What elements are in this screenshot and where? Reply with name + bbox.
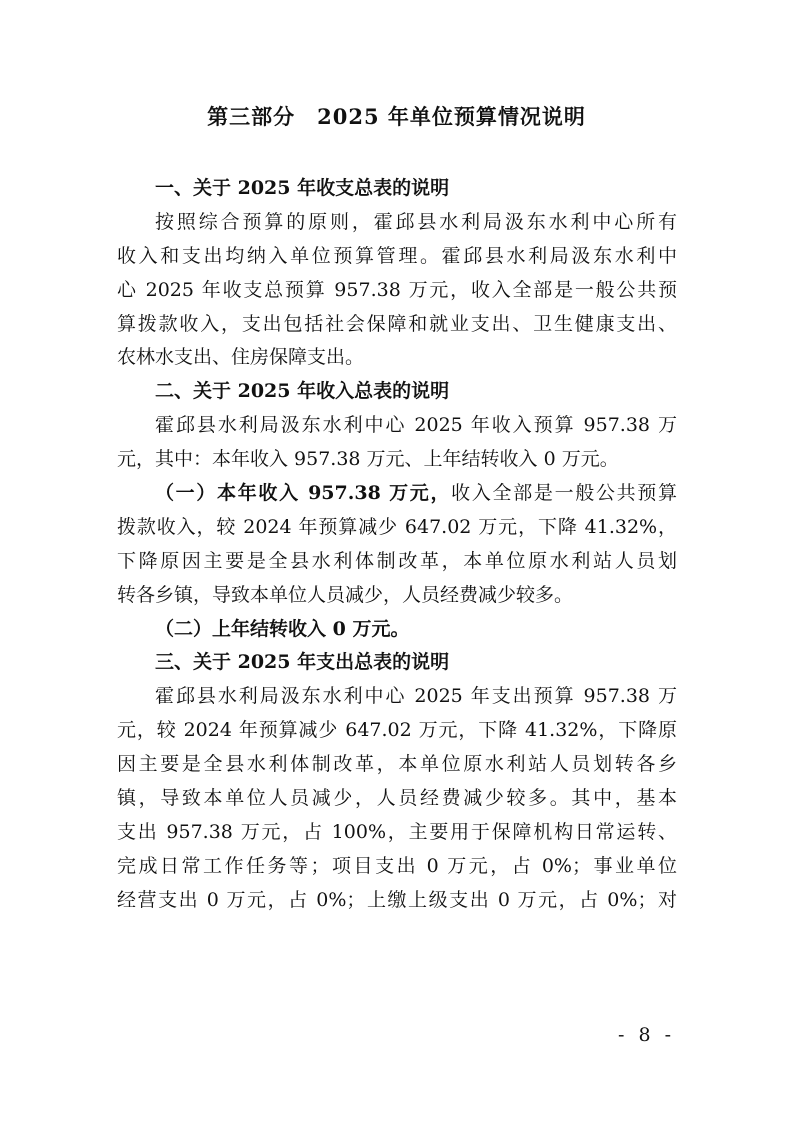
paragraph-line: 心 2025 年收支总预算 957.38 万元，收入全部是一般公共预 [117,278,677,301]
page-number: - 8 - [617,1024,675,1046]
subheading-current-income: （一）本年收入 957.38 万元， [155,482,452,505]
paragraph-line: 农林水支出、住房保障支出。 [117,346,365,369]
paragraph-line: 算拨款收入，支出包括社会保障和就业支出、卫生健康支出、 [117,312,677,335]
paragraph-line: 按照综合预算的原则，霍邱县水利局汲东水利中心所有 [155,210,677,233]
paragraph-line: 元，其中：本年收入 957.38 万元、上年结转收入 0 万元。 [117,448,619,471]
section-heading-3: 三、关于 2025 年支出总表的说明 [155,651,450,674]
paragraph-line: 镇，导致本单位人员减少，人员经费减少较多。其中，基本 [117,787,677,810]
paragraph-line: 支出 957.38 万元，占 100%，主要用于保障机构日常运转、 [117,820,677,843]
document-body [117,172,677,918]
section-heading-2: 二、关于 2025 年收入总表的说明 [155,380,450,403]
section-heading-1: 一、关于 2025 年收支总表的说明 [155,177,450,199]
subheading-carryover-income: （二）上年结转收入 0 万元。 [155,617,410,640]
paragraph-line: 元，较 2024 年预算减少 647.02 万元，下降 41.32%，下降原 [117,719,677,742]
paragraph-line: 转各乡镇，导致本单位人员减少，人员经费减少较多。 [117,583,574,606]
paragraph-line: 霍邱县水利局汲东水利中心 2025 年收入预算 957.38 万 [155,414,677,437]
paragraph-line: 完成日常工作任务等；项目支出 0 万元，占 0%；事业单位 [117,854,677,877]
paragraph-line: 霍邱县水利局汲东水利中心 2025 年支出预算 957.38 万 [155,685,677,708]
paragraph-line: 经营支出 0 万元，占 0%；上缴上级支出 0 万元，占 0%；对 [117,888,677,911]
paragraph-line: 拨款收入，较 2024 年预算减少 647.02 万元，下降 41.32%， [117,515,677,538]
paragraph-line: 因主要是全县水利体制改革，本单位原水利站人员划转各乡 [117,753,677,776]
paragraph-line: 下降原因主要是全县水利体制改革，本单位原水利站人员划 [117,549,677,572]
paragraph-line [117,477,677,511]
paragraph-line: 收入和支出均纳入单位预算管理。霍邱县水利局汲东水利中 [117,244,677,267]
page-title: 第三部分 2025 年单位预算情况说明 [207,104,586,129]
paragraph-text: 收入全部是一般公共预算 [451,482,677,505]
